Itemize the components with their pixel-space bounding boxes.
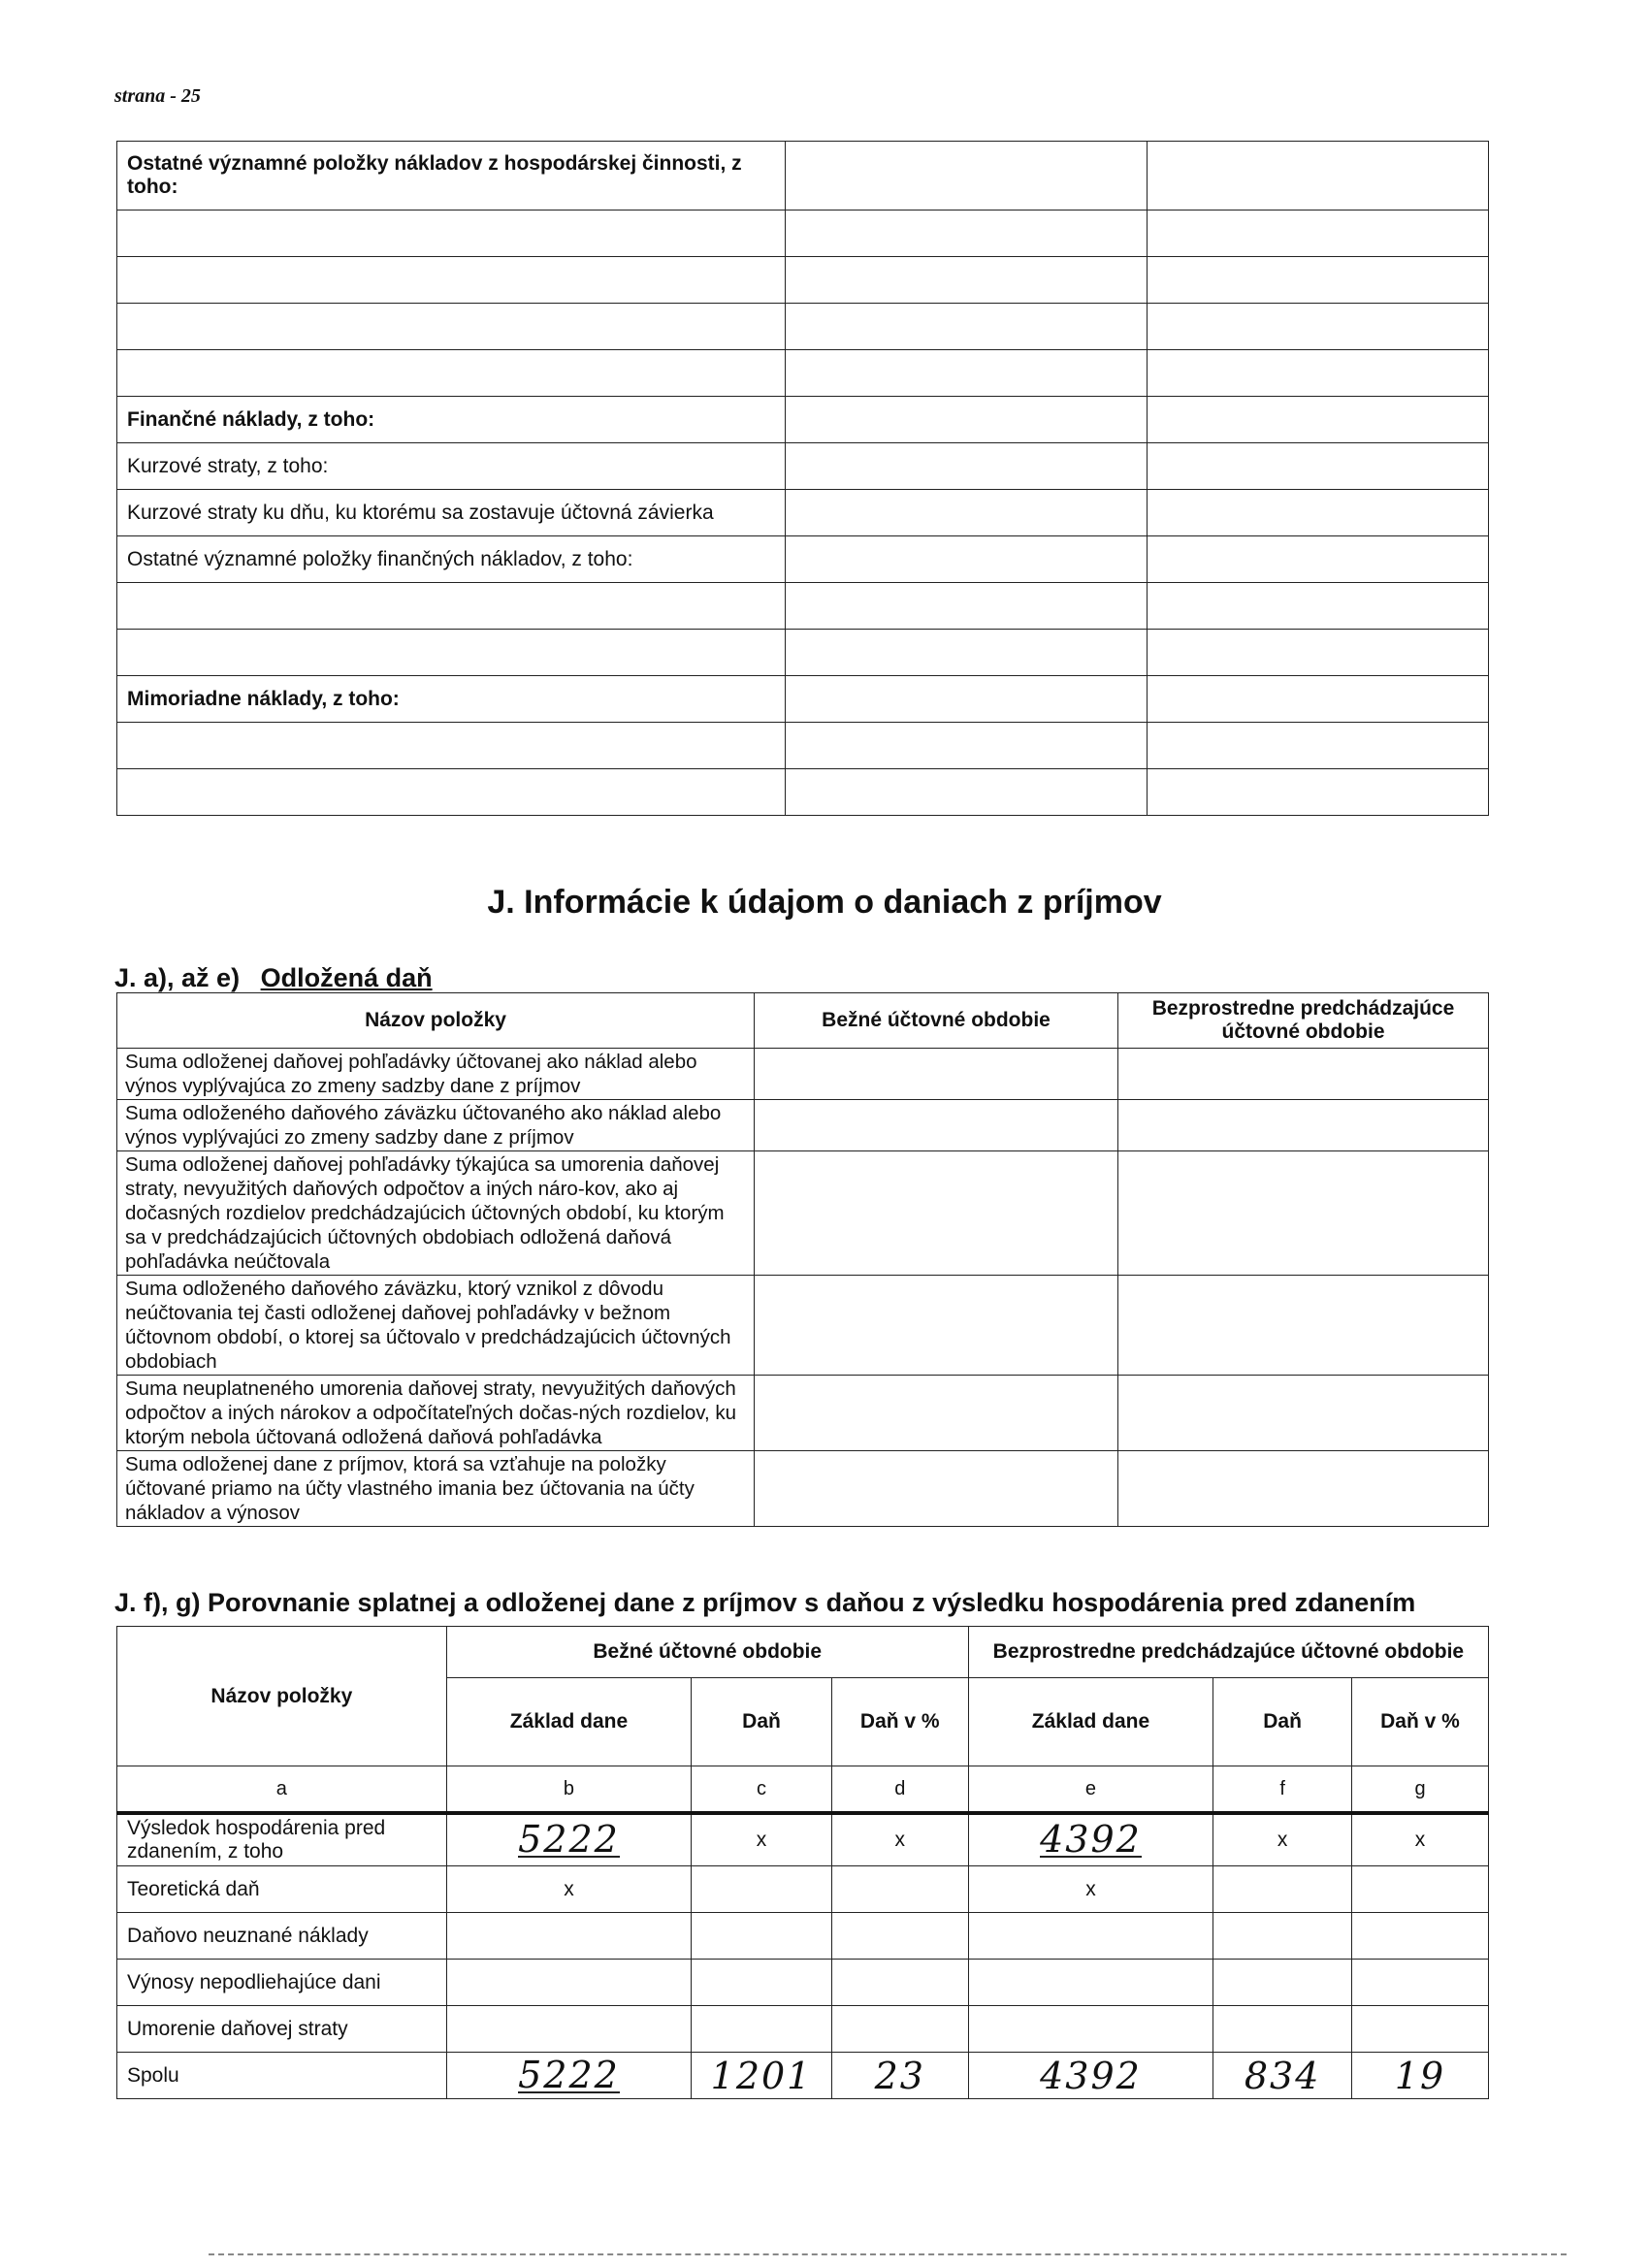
comparison-cell[interactable]	[831, 2053, 968, 2099]
cost-row-value-previous[interactable]	[1148, 257, 1489, 304]
cost-row-value-current[interactable]	[786, 676, 1148, 723]
comparison-cell[interactable]	[692, 1866, 832, 1913]
cost-row-label: Kurzové straty ku dňu, ku ktorému sa zostavuje účtovná závierka	[117, 490, 786, 536]
cost-row-value-previous[interactable]	[1148, 723, 1489, 769]
cost-row-label	[117, 304, 786, 350]
comparison-cell[interactable]	[692, 2006, 832, 2053]
cost-row-label	[117, 723, 786, 769]
deferred-row	[117, 1100, 1489, 1151]
comparison-cell[interactable]	[831, 1913, 968, 1960]
cell-value: x	[756, 1829, 767, 1851]
cost-row-value-current[interactable]	[786, 304, 1148, 350]
column-letters-row	[117, 1766, 1489, 1814]
col-header: Daň	[692, 1678, 832, 1766]
handwritten-value: 1201	[710, 2054, 813, 2097]
cost-row	[117, 723, 1489, 769]
cost-row-value-previous[interactable]	[1148, 630, 1489, 676]
cost-row-value-current[interactable]	[786, 350, 1148, 397]
column-letter: f	[1213, 1766, 1352, 1814]
comparison-cell[interactable]	[1213, 1866, 1352, 1913]
cost-row-value-current[interactable]	[786, 257, 1148, 304]
deferred-value-current[interactable]	[755, 1049, 1118, 1100]
col-header: Daň	[1213, 1678, 1352, 1766]
deferred-value-current[interactable]	[755, 1151, 1118, 1276]
comparison-cell[interactable]	[446, 2006, 692, 2053]
cost-row-value-current[interactable]	[786, 630, 1148, 676]
comparison-row	[117, 1866, 1489, 1913]
cost-row-value-previous[interactable]	[1148, 583, 1489, 630]
cell-value: x	[1085, 1877, 1096, 1900]
comparison-cell[interactable]	[831, 2006, 968, 2053]
cost-row	[117, 490, 1489, 536]
comparison-cell[interactable]	[968, 2053, 1213, 2099]
cost-row-value-previous[interactable]	[1148, 769, 1489, 816]
col-header: Daň v %	[1352, 1678, 1489, 1766]
cost-row-label: Kurzové straty, z toho:	[117, 443, 786, 490]
cost-row-value-previous[interactable]	[1148, 443, 1489, 490]
comparison-cell[interactable]	[831, 1960, 968, 2006]
column-letter: e	[968, 1766, 1213, 1814]
deferred-row-label: Suma odloženej daňovej pohľadávky týkajúca sa umorenia daňovej straty, nevyužitých daňových odpočtov a iných náro-kov, ako aj dočasných rozdielov predchádzajúcich účtovných období, ku ktorým sa v predchádzajúcich účtovných obdobiach odložená daňová pohľadávka neúčtovala	[117, 1151, 755, 1276]
cost-row	[117, 142, 1489, 211]
header-name: Názov položky	[117, 1627, 447, 1766]
deferred-row-label: Suma odloženej dane z príjmov, ktorá sa vzťahuje na položky účtované priamo na účty vlastného imania bez účtovania na účty nákladov a výnosov	[117, 1451, 755, 1527]
cell-value: x	[1277, 1829, 1288, 1851]
comparison-cell[interactable]	[1352, 1913, 1489, 1960]
deferred-tax-heading	[114, 963, 433, 993]
comparison-cell[interactable]	[446, 1813, 692, 1866]
cost-row	[117, 676, 1489, 723]
cost-row	[117, 304, 1489, 350]
comparison-row-label: Spolu	[117, 2053, 447, 2099]
cost-row	[117, 350, 1489, 397]
cost-row	[117, 583, 1489, 630]
cell-value: x	[1414, 1829, 1426, 1851]
column-letter: d	[831, 1766, 968, 1814]
comparison-cell[interactable]	[1352, 1813, 1489, 1866]
column-letter: c	[692, 1766, 832, 1814]
cost-row	[117, 769, 1489, 816]
costs-table	[116, 141, 1489, 816]
cost-row-label	[117, 630, 786, 676]
cost-row-value-current[interactable]	[786, 443, 1148, 490]
deferred-value-previous[interactable]	[1118, 1100, 1489, 1151]
cost-row-label: Finančné náklady, z toho:	[117, 397, 786, 443]
comparison-row-label: Výnosy nepodliehajúce dani	[117, 1960, 447, 2006]
comparison-cell[interactable]	[831, 1866, 968, 1913]
comparison-row-label: Daňovo neuznané náklady	[117, 1913, 447, 1960]
cost-row-value-current[interactable]	[786, 397, 1148, 443]
deferred-value-current[interactable]	[755, 1376, 1118, 1451]
comparison-cell[interactable]	[446, 2053, 692, 2099]
comparison-cell[interactable]	[1352, 1960, 1489, 2006]
handwritten-value: 5222	[518, 2053, 620, 2096]
deferred-value-current[interactable]	[755, 1100, 1118, 1151]
page-number: strana - 25	[114, 85, 201, 107]
comparison-cell[interactable]	[446, 1960, 692, 2006]
comparison-cell[interactable]	[446, 1913, 692, 1960]
header-item-name: Názov položky	[117, 993, 755, 1049]
comparison-row	[117, 1913, 1489, 1960]
comparison-row-label: Výsledok hospodárenia pred zdanením, z toho	[117, 1813, 447, 1866]
cost-row	[117, 536, 1489, 583]
comparison-row	[117, 2006, 1489, 2053]
header-previous-period: Bezprostredne predchádzajúce účtovné obdobie	[968, 1627, 1488, 1678]
comparison-cell[interactable]	[1213, 2053, 1352, 2099]
column-letter: a	[117, 1766, 447, 1814]
cost-row-label: Mimoriadne náklady, z toho:	[117, 676, 786, 723]
cost-row-value-previous[interactable]	[1148, 536, 1489, 583]
col-header: Základ dane	[968, 1678, 1213, 1766]
cost-row-label	[117, 769, 786, 816]
cost-row	[117, 443, 1489, 490]
comparison-cell[interactable]	[692, 1813, 832, 1866]
column-letter: g	[1352, 1766, 1489, 1814]
cost-row-label: Ostatné významné položky finančných nákladov, z toho:	[117, 536, 786, 583]
header-current-period: Bežné účtovné obdobie	[755, 993, 1118, 1049]
handwritten-value: 4392	[1040, 2054, 1142, 2097]
cost-row-value-previous[interactable]	[1148, 142, 1489, 211]
deferred-tax-prefix: J. a), až e)	[114, 963, 241, 992]
deferred-value-current[interactable]	[755, 1451, 1118, 1527]
deferred-tax-title: Odložená daň	[260, 963, 433, 992]
cost-row-value-previous[interactable]	[1148, 304, 1489, 350]
comparison-cell[interactable]	[968, 1960, 1213, 2006]
comparison-cell[interactable]	[1352, 1866, 1489, 1913]
cost-row-value-previous[interactable]	[1148, 490, 1489, 536]
deferred-row	[117, 1049, 1489, 1100]
comparison-cell[interactable]	[1213, 1960, 1352, 2006]
handwritten-value: 5222	[518, 1818, 620, 1861]
cost-row	[117, 211, 1489, 257]
cost-row-value-previous[interactable]	[1148, 211, 1489, 257]
deferred-value-current[interactable]	[755, 1276, 1118, 1376]
deferred-tax-table	[116, 992, 1489, 1527]
handwritten-value: 4392	[1040, 1818, 1142, 1861]
deferred-row	[117, 1376, 1489, 1451]
comparison-cell[interactable]	[968, 1813, 1213, 1866]
cost-row-value-current[interactable]	[786, 142, 1148, 211]
comparison-cell[interactable]	[692, 2053, 832, 2099]
comparison-heading: J. f), g) Porovnanie splatnej a odloženej dane z príjmov s daňou z výsledku hospodárenia pred zdanením	[114, 1588, 1416, 1617]
comparison-cell[interactable]	[968, 1913, 1213, 1960]
comparison-table	[116, 1626, 1489, 2099]
cost-row-value-previous[interactable]	[1148, 397, 1489, 443]
handwritten-value: 834	[1244, 2054, 1321, 2097]
comparison-cell[interactable]	[1213, 2006, 1352, 2053]
comparison-cell[interactable]	[968, 2006, 1213, 2053]
cost-row-label: Ostatné významné položky nákladov z hospodárskej činnosti, z toho:	[117, 142, 786, 211]
cost-row-value-current[interactable]	[786, 211, 1148, 257]
column-letter: b	[446, 1766, 692, 1814]
cell-value: x	[894, 1829, 906, 1851]
cost-row	[117, 397, 1489, 443]
cost-row-value-current[interactable]	[786, 769, 1148, 816]
deferred-value-previous[interactable]	[1118, 1151, 1489, 1276]
col-header: Daň v %	[831, 1678, 968, 1766]
col-header: Základ dane	[446, 1678, 692, 1766]
deferred-row-label: Suma odloženého daňového záväzku účtovaného ako náklad alebo výnos vyplývajúci zo zmeny sadzby dane z príjmov	[117, 1100, 755, 1151]
comparison-cell[interactable]	[1352, 2053, 1489, 2099]
section-title: J. Informácie k údajom o daniach z príjmov	[487, 884, 1162, 921]
comparison-row	[117, 1960, 1489, 2006]
comparison-cell[interactable]	[1213, 1913, 1352, 1960]
deferred-row	[117, 1276, 1489, 1376]
cost-row-value-current[interactable]	[786, 723, 1148, 769]
cell-value: x	[564, 1877, 574, 1900]
deferred-value-previous[interactable]	[1118, 1451, 1489, 1527]
header-current-period: Bežné účtovné obdobie	[446, 1627, 968, 1678]
comparison-row	[117, 2053, 1489, 2099]
deferred-value-previous[interactable]	[1118, 1049, 1489, 1100]
deferred-row	[117, 1151, 1489, 1276]
deferred-value-previous[interactable]	[1118, 1276, 1489, 1376]
comparison-cell[interactable]	[692, 1960, 832, 2006]
cost-row-label	[117, 211, 786, 257]
comparison-cell[interactable]	[446, 1866, 692, 1913]
cost-row	[117, 630, 1489, 676]
deferred-value-previous[interactable]	[1118, 1376, 1489, 1451]
header-previous-period: Bezprostredne predchádzajúce účtovné obdobie	[1118, 993, 1489, 1049]
comparison-cell[interactable]	[1352, 2006, 1489, 2053]
comparison-cell[interactable]	[968, 1866, 1213, 1913]
comparison-cell[interactable]	[692, 1913, 832, 1960]
cost-row-label	[117, 350, 786, 397]
cost-row	[117, 257, 1489, 304]
deferred-row-label: Suma odloženej daňovej pohľadávky účtovanej ako náklad alebo výnos vyplývajúca zo zmeny sadzby dane z príjmov	[117, 1049, 755, 1100]
handwritten-value: 19	[1394, 2054, 1446, 2097]
scan-artifact-line	[209, 2253, 1567, 2259]
cost-row-label	[117, 257, 786, 304]
deferred-row-label: Suma neuplatneného umorenia daňovej straty, nevyužitých daňových odpočtov a iných nárokov a odpočítateľných dočas-ných rozdielov, ku ktorým nebola účtovaná odložená daňová pohľadávka	[117, 1376, 755, 1451]
comparison-row-label: Teoretická daň	[117, 1866, 447, 1913]
deferred-row	[117, 1451, 1489, 1527]
cost-row-value-current[interactable]	[786, 536, 1148, 583]
comparison-row-label: Umorenie daňovej straty	[117, 2006, 447, 2053]
cost-row-value-current[interactable]	[786, 490, 1148, 536]
cost-row-label	[117, 583, 786, 630]
comparison-cell[interactable]	[1213, 1813, 1352, 1866]
cost-row-value-previous[interactable]	[1148, 676, 1489, 723]
comparison-cell[interactable]	[831, 1813, 968, 1866]
cost-row-value-current[interactable]	[786, 583, 1148, 630]
handwritten-value: 23	[874, 2054, 925, 2097]
comparison-row	[117, 1813, 1489, 1866]
cost-row-value-previous[interactable]	[1148, 350, 1489, 397]
deferred-row-label: Suma odloženého daňového záväzku, ktorý vznikol z dôvodu neúčtovania tej časti odloženej daňovej pohľadávky v bežnom účtovnom období, o ktorej sa účtovalo v predchádzajúcich účtovných obdobiach	[117, 1276, 755, 1376]
